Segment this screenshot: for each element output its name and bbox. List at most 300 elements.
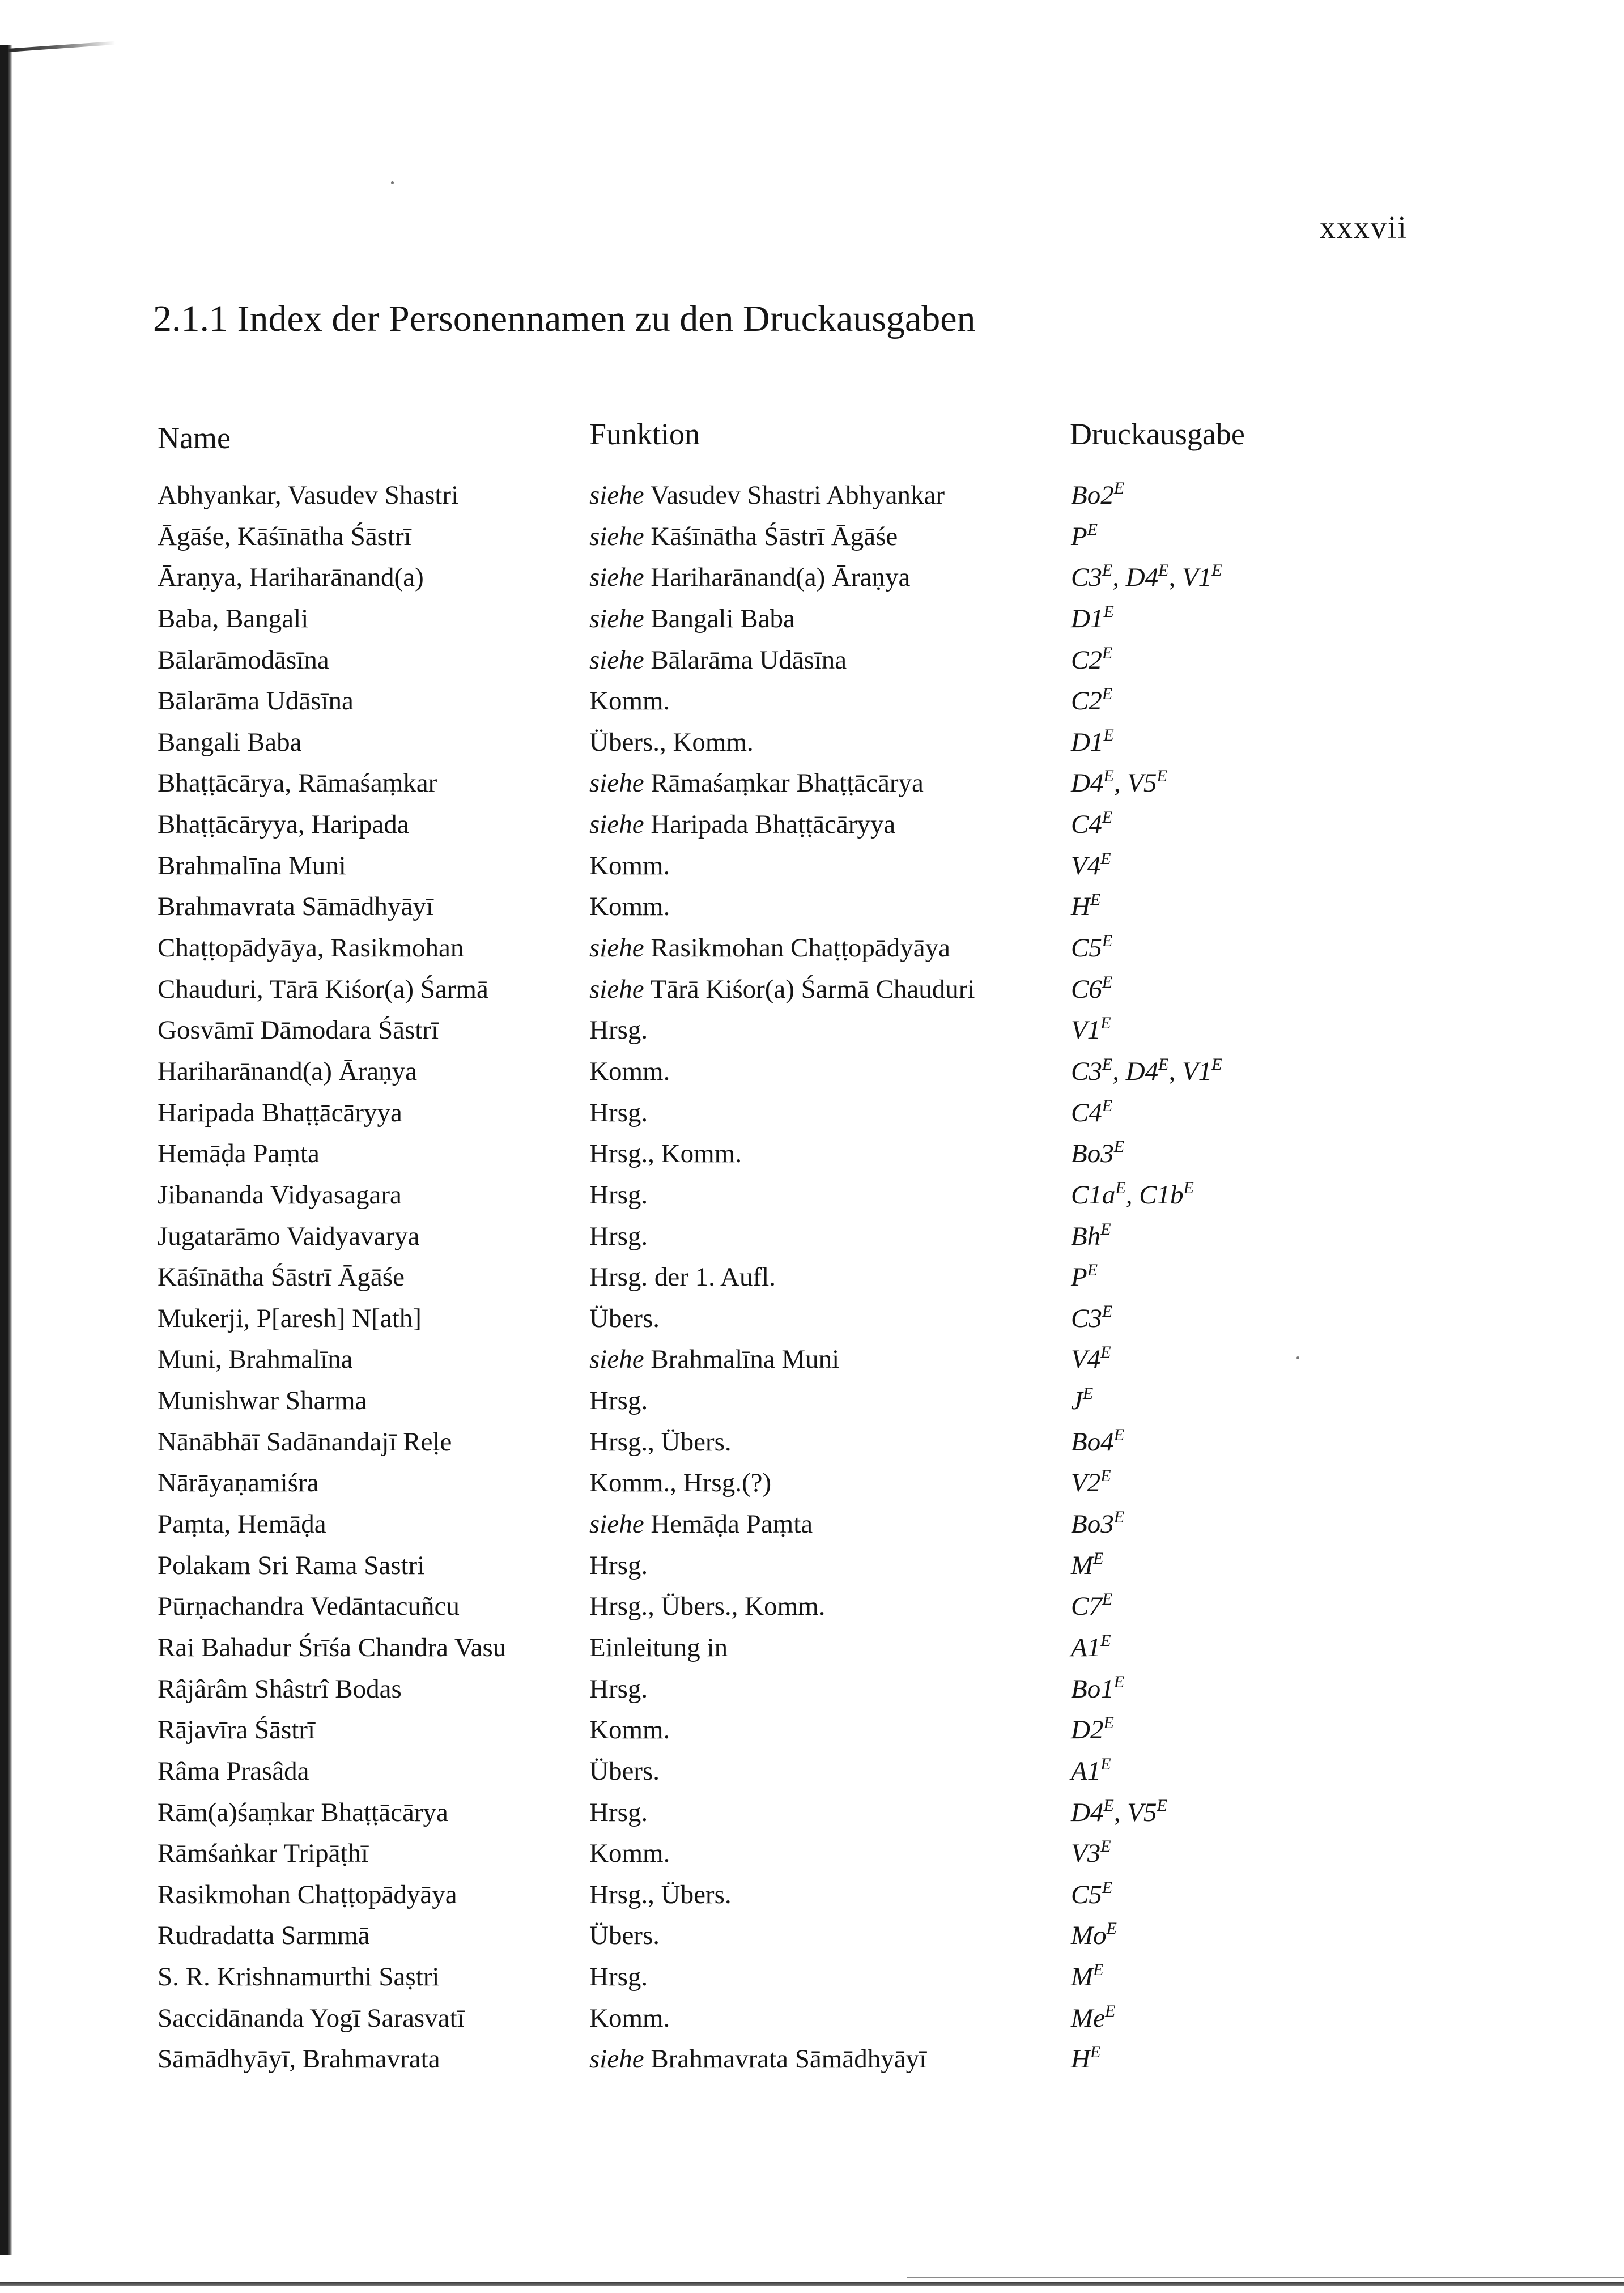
edition-code: D4 [1071,1797,1104,1827]
edition-superscript: E [1100,1014,1111,1033]
function-cell [589,2039,926,2079]
person-name: Saccidānanda Yogī Sarasvatī [158,2003,465,2033]
function-cell [589,1627,728,1668]
edition-code: C2 [1071,686,1102,716]
person-name: Pūrṇachandra Vedāntacuñcu [158,1592,460,1622]
function-text: Komm. [589,686,670,716]
section-title: 2.1.1 Index der Personennamen zu den Druckausgaben [153,298,976,339]
edition-superscript: E [1113,1672,1125,1691]
function-text: Hariharānand(a) Āraṇya [651,563,911,593]
person-name: Bālarāma Udāsīna [158,686,354,716]
person-name: Rai Bahadur Śrīśa Chandra Vasu [158,1632,507,1662]
edition-cell [1071,1751,1111,1792]
see-reference-label: siehe [589,1345,644,1375]
edition-cell [1071,1298,1112,1339]
function-cell [589,1257,776,1297]
edition-code: Bo1 [1071,1674,1114,1704]
index-row [158,1709,1461,1751]
index-row [158,1051,1461,1092]
function-text: Kāśīnātha Śāstrī Āgāśe [651,521,898,551]
function-text: Hrsg. [589,1221,648,1251]
edition-code: D2 [1071,1715,1104,1745]
edition-superscript: E [1100,1466,1111,1486]
function-text: Übers. [589,1921,660,1951]
edition-superscript: E [1103,1796,1114,1815]
index-row [158,1175,1461,1216]
function-text: Einleitung in [589,1632,728,1662]
function-cell [589,1339,839,1380]
index-row [158,1422,1461,1463]
see-reference-label: siehe [589,810,644,840]
edition-code: V2 [1071,1468,1101,1498]
edition-code: C4 [1071,810,1102,840]
edition-cell [1071,722,1114,763]
edition-superscript: E [1105,2001,1116,2020]
edition-superscript: E [1115,1178,1126,1197]
edition-code: C1a [1071,1180,1116,1210]
edition-code: D1 [1071,603,1104,633]
column-header-function: Funktion [589,417,700,451]
person-name: Munishwar Sharma [158,1386,367,1416]
edition-superscript: E [1157,1796,1167,1815]
person-name: Mukerji, P[aresh] N[ath] [158,1303,422,1333]
index-row [158,680,1461,722]
edition-cell [1071,1216,1111,1257]
function-cell [589,557,910,598]
edition-superscript: E [1100,1837,1111,1856]
edition-code: D1 [1071,727,1104,757]
edition-code: V4 [1071,1345,1101,1375]
function-cell [589,1175,648,1215]
function-cell [589,1915,660,1956]
function-text: Rāmaśaṃkar Bhaṭṭācārya [651,768,924,798]
person-name: Āraṇya, Hariharānand(a) [158,563,424,593]
edition-code: V1 [1071,1015,1101,1045]
index-row [158,1216,1461,1257]
index-row [158,886,1461,928]
edition-superscript: E [1103,602,1114,621]
edition-cell [1071,845,1111,886]
edition-cell [1071,1380,1093,1421]
function-cell [589,804,895,845]
column-header-edition: Druckausgabe [1070,417,1245,451]
function-text: Hrsg. [589,1386,648,1416]
person-name: Rudradatta Sarmmā [158,1921,370,1951]
edition-superscript: E [1100,1754,1111,1773]
function-text: Komm. [589,1056,670,1086]
edition-code: C5 [1071,933,1102,963]
edition-code: Bh [1071,1221,1101,1251]
edition-cell [1071,1586,1112,1627]
edition-superscript: E [1100,1343,1111,1362]
edition-code: V1 [1181,1056,1212,1086]
edition-cell [1071,1422,1124,1462]
person-name: Bālarāmodāsīna [158,645,329,675]
person-name: Rājavīra Śāstrī [158,1715,316,1745]
edition-superscript: E [1102,561,1113,580]
edition-code: P [1071,521,1087,551]
edition-code: Bo3 [1071,1509,1114,1539]
index-row [158,1133,1461,1175]
edition-cell [1071,1545,1103,1586]
edition-cell [1071,1833,1111,1874]
index-row [158,1545,1461,1586]
edition-code: H [1071,2044,1090,2074]
edition-cell [1071,1257,1098,1297]
see-reference-label: siehe [589,645,644,675]
edition-cell [1071,598,1114,639]
function-cell [589,475,945,516]
edition-code: A1 [1071,1756,1101,1786]
index-row [158,1339,1461,1380]
edition-code: M [1071,1550,1094,1580]
function-text: Komm. [589,1715,670,1745]
index-row [158,557,1461,598]
function-text: Hrsg. [589,1015,648,1045]
person-name: Râjârâm Shâstrî Bodas [158,1674,402,1704]
edition-cell: $C1a^E$, $C1b^E$ [1071,1178,1194,1210]
function-cell [589,928,950,968]
function-text: Hrsg. [589,1797,648,1827]
function-cell [589,886,670,927]
index-row [158,516,1461,558]
index-row [158,1010,1461,1051]
edition-superscript: E [1100,1631,1111,1650]
edition-superscript: E [1100,849,1111,868]
function-text: Bangali Baba [651,603,795,633]
edition-superscript: E [1102,1096,1113,1115]
function-text: Hrsg., Übers., Komm. [589,1592,826,1622]
edition-code: C3 [1071,563,1102,593]
edition-superscript: E [1103,725,1114,745]
function-cell [589,1792,648,1833]
person-name: Hariharānand(a) Āraṇya [158,1056,417,1086]
function-text: Komm. [589,2003,670,2033]
function-cell [589,1998,670,2039]
edition-code: J [1071,1386,1083,1416]
edition-code: C1b [1139,1180,1184,1210]
edition-cell: $C3^E$, $D4^E$, $V1^E$ [1071,1054,1222,1086]
edition-cell [1071,1462,1111,1503]
edition-code: D4 [1125,1056,1159,1086]
see-reference-label: siehe [589,933,644,963]
edition-cell [1071,680,1112,721]
function-cell [589,1956,648,1997]
person-name: Bhaṭṭācārya, Rāmaśaṃkar [158,768,437,798]
index-row [158,1874,1461,1916]
edition-superscript: E [1093,1960,1104,1980]
index-row [158,804,1461,845]
function-text: Hrsg., Komm. [589,1139,742,1169]
edition-superscript: E [1102,1590,1113,1609]
function-cell [589,763,924,803]
edition-superscript: E [1158,1054,1169,1074]
edition-superscript: E [1100,1219,1111,1239]
edition-superscript: E [1113,479,1125,497]
index-row [158,1751,1461,1792]
index-row [158,2039,1461,2080]
edition-superscript: E [1102,643,1113,662]
edition-superscript: E [1090,890,1101,909]
function-text: Hrsg. [589,1097,648,1128]
function-cell [589,680,670,721]
edition-cell [1071,1504,1124,1545]
edition-code: V5 [1127,768,1157,798]
edition-superscript: E [1211,561,1222,580]
index-row [158,1792,1461,1833]
function-cell [589,1833,670,1874]
edition-code: C2 [1071,645,1102,675]
function-cell [589,516,898,557]
edition-superscript: E [1158,561,1169,580]
function-cell [589,1545,648,1586]
function-cell [589,1709,670,1750]
edition-cell [1071,1010,1111,1050]
index-row [158,969,1461,1010]
person-name: Bangali Baba [158,727,302,757]
person-name: Muni, Brahmalīna [158,1345,353,1375]
see-reference-label: siehe [589,521,644,551]
edition-cell: $D4^E$, $V5^E$ [1071,767,1167,798]
edition-superscript: E [1157,767,1167,786]
edition-code: Bo3 [1071,1139,1114,1169]
edition-cell [1071,969,1112,1010]
edition-cell: $C3^E$, $D4^E$, $V1^E$ [1071,561,1222,593]
person-name: Chaṭṭopādyāya, Rasikmohan [158,933,464,963]
index-row [158,1998,1461,2039]
edition-superscript: E [1102,1878,1113,1897]
function-cell [589,1669,648,1709]
edition-cell [1071,1874,1112,1915]
function-text: Hrsg. [589,1550,648,1580]
function-text: Komm. [589,850,670,880]
function-text: Vasudev Shastri Abhyankar [650,480,945,510]
scan-speck [391,181,394,184]
function-cell [589,1216,648,1257]
index-row [158,1257,1461,1298]
function-cell [589,1092,648,1133]
see-reference-label: siehe [589,974,644,1004]
edition-superscript: E [1102,972,1113,992]
function-text: Brahmavrata Sāmādhyāyī [651,2044,927,2074]
page-number: xxxvii [1319,210,1408,245]
index-row [158,640,1461,681]
edition-code: Bo2 [1071,480,1114,510]
edition-superscript: E [1102,1301,1113,1321]
person-name: Āgāśe, Kāśīnātha Śāstrī [158,521,411,551]
index-row [158,1833,1461,1874]
index-row [158,845,1461,887]
edition-code: H [1071,892,1090,922]
person-name: Brahmalīna Muni [158,850,346,880]
person-name: Rāmśaṅkar Tripāṭhī [158,1839,369,1869]
person-name: Abhyankar, Vasudev Shastri [158,480,459,510]
scan-left-edge [0,45,12,2255]
edition-superscript: E [1102,684,1113,704]
index-row [158,1092,1461,1134]
index-table [158,475,1461,2080]
edition-cell [1071,1339,1111,1380]
function-cell [589,1298,660,1339]
index-row [158,722,1461,763]
function-text: Übers. [589,1303,660,1333]
edition-code: C7 [1071,1592,1102,1622]
see-reference-label: siehe [589,563,644,593]
edition-superscript: E [1082,1384,1094,1403]
function-text: Hemāḍa Paṃta [651,1509,813,1539]
edition-code: C3 [1071,1056,1102,1086]
index-row [158,598,1461,640]
edition-cell: $D4^E$, $V5^E$ [1071,1796,1167,1827]
person-name: Nānābhāī Sadānandajī Reḷe [158,1427,452,1457]
function-text: Hrsg. [589,1962,648,1992]
edition-cell [1071,804,1112,845]
edition-code: D4 [1071,768,1104,798]
edition-code: C6 [1071,974,1102,1004]
edition-code: Mo [1071,1921,1107,1951]
edition-superscript: E [1106,1919,1117,1938]
function-text: Tārā Kiśor(a) Śarmā Chauduri [650,974,975,1004]
see-reference-label: siehe [589,603,644,633]
function-text: Rasikmohan Chaṭṭopādyāya [651,933,950,963]
edition-superscript: E [1102,931,1113,951]
function-cell [589,640,847,680]
edition-code: C3 [1071,1303,1102,1333]
edition-superscript: E [1113,1137,1125,1156]
edition-cell [1071,475,1124,516]
person-name: Gosvāmī Dāmodara Śāstrī [158,1015,439,1045]
function-text: Brahmalīna Muni [651,1345,840,1375]
function-text: Komm., Hrsg.(?) [589,1468,772,1498]
index-row [158,1504,1461,1545]
person-name: Jibananda Vidyasagara [158,1180,402,1210]
function-text: Übers. [589,1756,660,1786]
person-name: Paṃta, Hemāḍa [158,1509,326,1539]
column-header-name: Name [158,421,231,455]
edition-cell [1071,516,1098,557]
function-cell [589,1051,670,1092]
edition-superscript: E [1102,1054,1113,1074]
function-cell [589,845,670,886]
function-cell [589,598,795,639]
see-reference-label: siehe [589,480,644,510]
function-cell [589,1133,742,1174]
function-cell [589,1462,771,1503]
edition-cell [1071,1709,1114,1750]
index-row [158,1380,1461,1422]
edition-code: A1 [1071,1632,1101,1662]
function-cell [589,722,754,763]
edition-cell [1071,1998,1115,2039]
index-row [158,1956,1461,1998]
person-name: S. R. Krishnamurthi Saṣtri [158,1962,440,1992]
function-cell [589,1010,648,1050]
function-cell [589,969,975,1010]
function-cell [589,1751,660,1792]
edition-cell [1071,886,1100,927]
function-cell [589,1380,648,1421]
function-cell [589,1504,813,1545]
edition-cell [1071,2039,1100,2079]
function-cell [589,1422,732,1462]
index-row [158,1462,1461,1504]
edition-superscript: E [1113,1508,1125,1527]
function-text: Hrsg. [589,1180,648,1210]
edition-cell [1071,928,1112,968]
edition-code: Me [1071,2003,1106,2033]
edition-superscript: E [1211,1054,1222,1074]
edition-code: V3 [1071,1839,1101,1869]
person-name: Rasikmohan Chaṭṭopādyāya [158,1879,457,1909]
edition-superscript: E [1087,1261,1098,1280]
edition-code: V5 [1127,1797,1157,1827]
edition-superscript: E [1102,808,1113,827]
edition-cell [1071,640,1112,680]
edition-code: C4 [1071,1097,1102,1128]
edition-code: V1 [1181,563,1212,593]
edition-cell [1071,1956,1103,1997]
index-row [158,475,1461,516]
index-row [158,928,1461,969]
scan-corner-mark [8,41,116,52]
edition-superscript: E [1183,1178,1194,1197]
person-name: Hemāḍa Paṃta [158,1139,320,1169]
function-text: Komm. [589,892,670,922]
function-cell [589,1874,732,1915]
index-row [158,1627,1461,1669]
person-name: Nārāyaṇamiśra [158,1468,319,1498]
edition-cell [1071,1669,1124,1709]
person-name: Râma Prasâda [158,1756,309,1786]
index-row [158,1298,1461,1339]
function-text: Übers., Komm. [589,727,754,757]
person-name: Sāmādhyāyī, Brahmavrata [158,2044,440,2074]
function-text: Hrsg. der 1. Aufl. [589,1262,776,1292]
edition-superscript: E [1113,1425,1125,1444]
see-reference-label: siehe [589,1509,644,1539]
person-name: Baba, Bangali [158,603,309,633]
edition-superscript: E [1087,520,1098,539]
see-reference-label: siehe [589,2044,644,2074]
function-text: Hrsg. [589,1674,648,1704]
edition-code: D4 [1125,563,1159,593]
person-name: Rām(a)śaṃkar Bhaṭṭācārya [158,1797,448,1827]
index-row [158,1586,1461,1627]
edition-code: C5 [1071,1879,1102,1909]
edition-superscript: E [1090,2043,1101,2062]
edition-cell [1071,1627,1111,1668]
index-row [158,1915,1461,1956]
person-name: Haripada Bhaṭṭācāryya [158,1097,402,1128]
edition-code: M [1071,1962,1094,1992]
edition-cell [1071,1133,1124,1174]
function-text: Hrsg., Übers. [589,1879,732,1909]
function-text: Komm. [589,1839,670,1869]
person-name: Jugatarāmo Vaidyavarya [158,1221,420,1251]
edition-cell [1071,1092,1112,1133]
function-cell [589,1586,825,1627]
index-row [158,763,1461,804]
function-text: Haripada Bhaṭṭācāryya [651,810,896,840]
scan-bottom-edge [0,2282,1624,2286]
person-name: Brahmavrata Sāmādhyāyī [158,892,433,922]
function-text: Bālarāma Udāsīna [651,645,847,675]
edition-code: V4 [1071,850,1101,880]
function-text: Hrsg., Übers. [589,1427,732,1457]
edition-superscript: E [1093,1548,1104,1568]
see-reference-label: siehe [589,768,644,798]
edition-code: P [1071,1262,1087,1292]
